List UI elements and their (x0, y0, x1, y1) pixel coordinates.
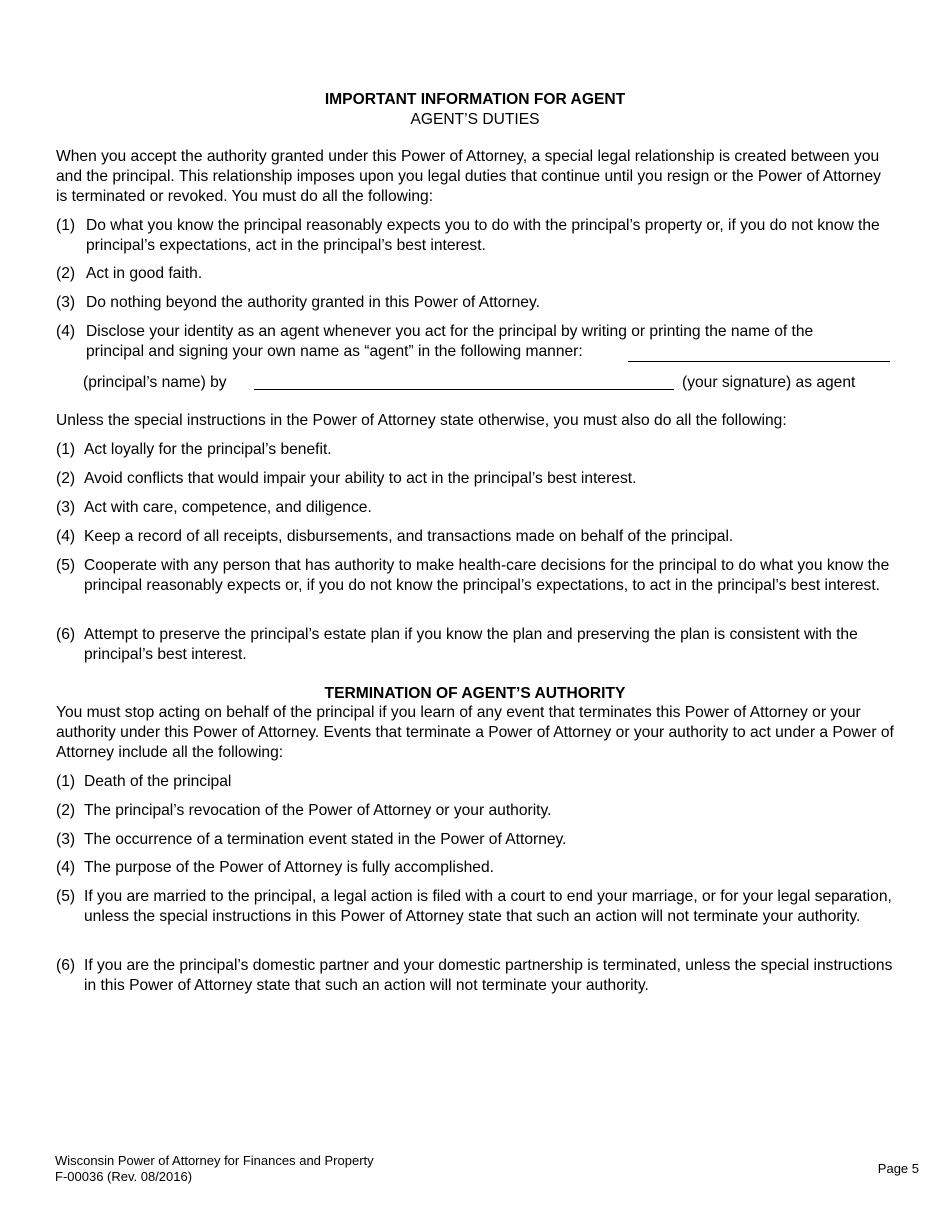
event-text: If you are married to the principal, a legal action is filed with a court to end your marriage, or for your legal separation, unless the special instructions in this Power of Attorney state that such an action will not terminate your authority. (84, 888, 892, 925)
termination-event-item (56, 887, 896, 927)
duty-text: Attempt to preserve the principal’s estate plan if you know the plan and preserving the plan is consistent with the principal’s best interest. (84, 626, 858, 663)
footer-form-info (55, 1153, 374, 1185)
duty-number: (5) (56, 557, 76, 574)
principal-name-by-label: (principal’s name) by (83, 374, 227, 391)
duty-number: (4) (56, 528, 76, 545)
duty-item (56, 293, 896, 313)
termination-title: TERMINATION OF AGENT’S AUTHORITY (324, 685, 626, 702)
event-text: Death of the principal (84, 773, 232, 790)
event-text: If you are the principal’s domestic partner and your domestic partnership is terminated, unless the special instructions in this Power of Attorney state that such an action will not terminate your authority. (84, 957, 893, 994)
duty-number: (1) (56, 441, 76, 458)
termination-intro: You must stop acting on behalf of the principal if you learn of any event that terminates this Power of Attorney or your authority under this Power of Attorney. Events that terminate a Power of Attorney or your authority to act under a Power of Attorney include all the following: (56, 704, 894, 761)
duty-text: Act loyally for the principal’s benefit. (84, 441, 332, 458)
principal-name-line[interactable] (628, 361, 890, 362)
duty-number: (4) (56, 323, 76, 340)
duty-number: (6) (56, 626, 76, 643)
event-number: (3) (56, 831, 76, 848)
termination-event-item (56, 858, 896, 878)
event-text: The principal’s revocation of the Power of Attorney or your authority. (84, 802, 552, 819)
duty-text: Do what you know the principal reasonably expects you to do with the principal’s property or, if you do not know the principal’s expectations, act in the principal’s best interest. (86, 217, 880, 254)
event-text: The purpose of the Power of Attorney is fully accomplished. (84, 859, 494, 876)
event-text: The occurrence of a termination event stated in the Power of Attorney. (84, 831, 567, 848)
event-number: (5) (56, 888, 76, 905)
agent-signature-label: (your signature) as agent (682, 374, 856, 391)
duty-number: (3) (56, 499, 76, 516)
also-duty-item (56, 527, 896, 547)
footer-form-number: F-00036 (Rev. 08/2016) (55, 1169, 193, 1184)
duty-item (56, 216, 896, 256)
duty-text: Act in good faith. (86, 265, 203, 282)
footer-form-title: Wisconsin Power of Attorney for Finances and Property (55, 1153, 374, 1168)
also-duty-item (56, 469, 896, 489)
duty-text: Keep a record of all receipts, disbursements, and transactions made on behalf of the principal. (84, 528, 734, 545)
also-duty-item (56, 440, 896, 460)
duty-text: Cooperate with any person that has authority to make health-care decisions for the principal to do what you know the principal reasonably expects or, if you do not know the principal’s expectations, to act in the principal’s best interest. (84, 557, 890, 594)
duty-text: Disclose your identity as an agent whenever you act for the principal by writing or printing the name of the principal and signing your own name as “agent” in the following manner: (86, 323, 814, 360)
duty-text: Do nothing beyond the authority granted in this Power of Attorney. (86, 294, 540, 311)
termination-event-item (56, 801, 896, 821)
termination-event-item (56, 772, 896, 792)
duty-number: (1) (56, 217, 76, 234)
duty-number: (2) (56, 470, 76, 487)
duty-item (56, 264, 896, 284)
event-number: (4) (56, 859, 76, 876)
agent-signature-line[interactable] (254, 389, 674, 390)
duty-item (56, 322, 856, 362)
duty-number: (2) (56, 265, 76, 282)
agent-info-title: IMPORTANT INFORMATION FOR AGENT (324, 91, 626, 108)
termination-event-item (56, 956, 896, 996)
page-number: Page 5 (877, 1161, 919, 1176)
event-number: (1) (56, 773, 76, 790)
also-duties-intro: Unless the special instructions in the Power of Attorney state otherwise, you must also do all the following: (56, 412, 787, 429)
agent-duties-subtitle: AGENT’S DUTIES (410, 111, 540, 128)
also-duty-item (56, 625, 896, 665)
also-duty-item (56, 556, 896, 596)
event-number: (2) (56, 802, 76, 819)
duty-text: Act with care, competence, and diligence. (84, 499, 372, 516)
also-duty-item (56, 498, 896, 518)
agent-duties-intro: When you accept the authority granted under this Power of Attorney, a special legal relationship is created between you and the principal. This relationship imposes upon you legal duties that continue until you resign or the Power of Attorney is terminated or revoked. You must do all the following: (56, 148, 881, 205)
event-number: (6) (56, 957, 76, 974)
duty-number: (3) (56, 294, 76, 311)
duty-text: Avoid conflicts that would impair your ability to act in the principal’s best interest. (84, 470, 637, 487)
termination-heading (0, 684, 950, 704)
termination-event-item (56, 830, 896, 850)
agent-info-heading (0, 90, 950, 130)
